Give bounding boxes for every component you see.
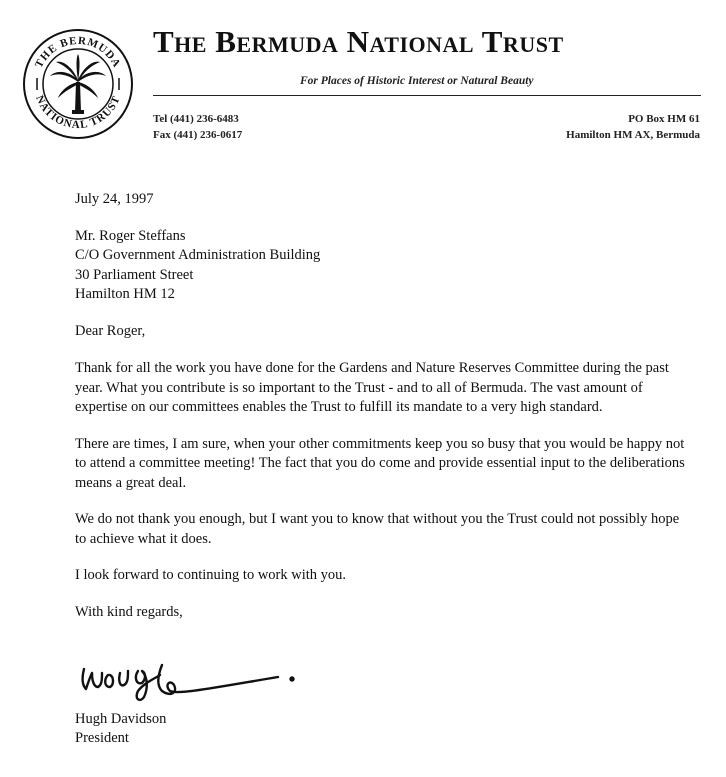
- postal-address-block: [566, 111, 700, 143]
- body-paragraph: I look forward to continuing to work with you.: [75, 567, 347, 583]
- salutation: Dear Roger,: [75, 322, 146, 339]
- letter-date: July 24, 1997: [75, 191, 154, 207]
- body-paragraph: There are times, I am sure, when your other commitments keep you so busy that you would be happy not to attend a committee meeting! The fact that you do come and provide essential input to the deliberations means a great deal.: [75, 435, 685, 491]
- recipient-address: [75, 227, 685, 305]
- recipient-line: Hamilton HM 12: [75, 286, 175, 302]
- organization-tagline: For Places of Historic Interest or Natural Beauty: [300, 75, 534, 87]
- body-paragraph: We do not thank you enough, but I want you to know that without you the Trust could not possibly hope to achieve what it does.: [75, 511, 680, 547]
- fax-number: Fax (441) 236-0617: [153, 129, 243, 141]
- seal-graphic: [20, 26, 136, 142]
- recipient-line: Mr. Roger Steffans: [75, 227, 186, 244]
- closing-line: With kind regards,: [75, 603, 183, 620]
- seal-text-top: THE BERMUDA: [32, 34, 124, 70]
- recipient-line: 30 Parliament Street: [75, 266, 194, 283]
- handwritten-signature: [78, 655, 303, 705]
- body-paragraph: Thank for all the work you have done for the Gardens and Nature Reserves Committee during the past year. What you contribute is so important to the Trust - and to all of Bermuda. The vast amount of expertise on our committees enables the Trust to fulfill its mandate to a very high standard.: [75, 360, 669, 415]
- letter-body: [75, 190, 685, 622]
- signer-title: President: [75, 730, 129, 746]
- organization-name: The Bermuda National Trust: [153, 24, 564, 59]
- signer-name: Hugh Davidson: [75, 711, 167, 727]
- telephone-number: Tel (441) 236-6483: [153, 113, 239, 125]
- postal-city: Hamilton HM AX, Bermuda: [566, 129, 700, 141]
- trust-seal-logo: [20, 26, 136, 142]
- signature-graphic: [78, 655, 303, 705]
- signer-block: [75, 710, 166, 748]
- phone-contact-block: [153, 111, 242, 143]
- recipient-line: C/O Government Administration Building: [75, 247, 321, 263]
- po-box: PO Box HM 61: [628, 113, 700, 125]
- letterhead-divider: [153, 95, 701, 96]
- seal-text-bottom: NATIONAL TRUST: [33, 93, 123, 132]
